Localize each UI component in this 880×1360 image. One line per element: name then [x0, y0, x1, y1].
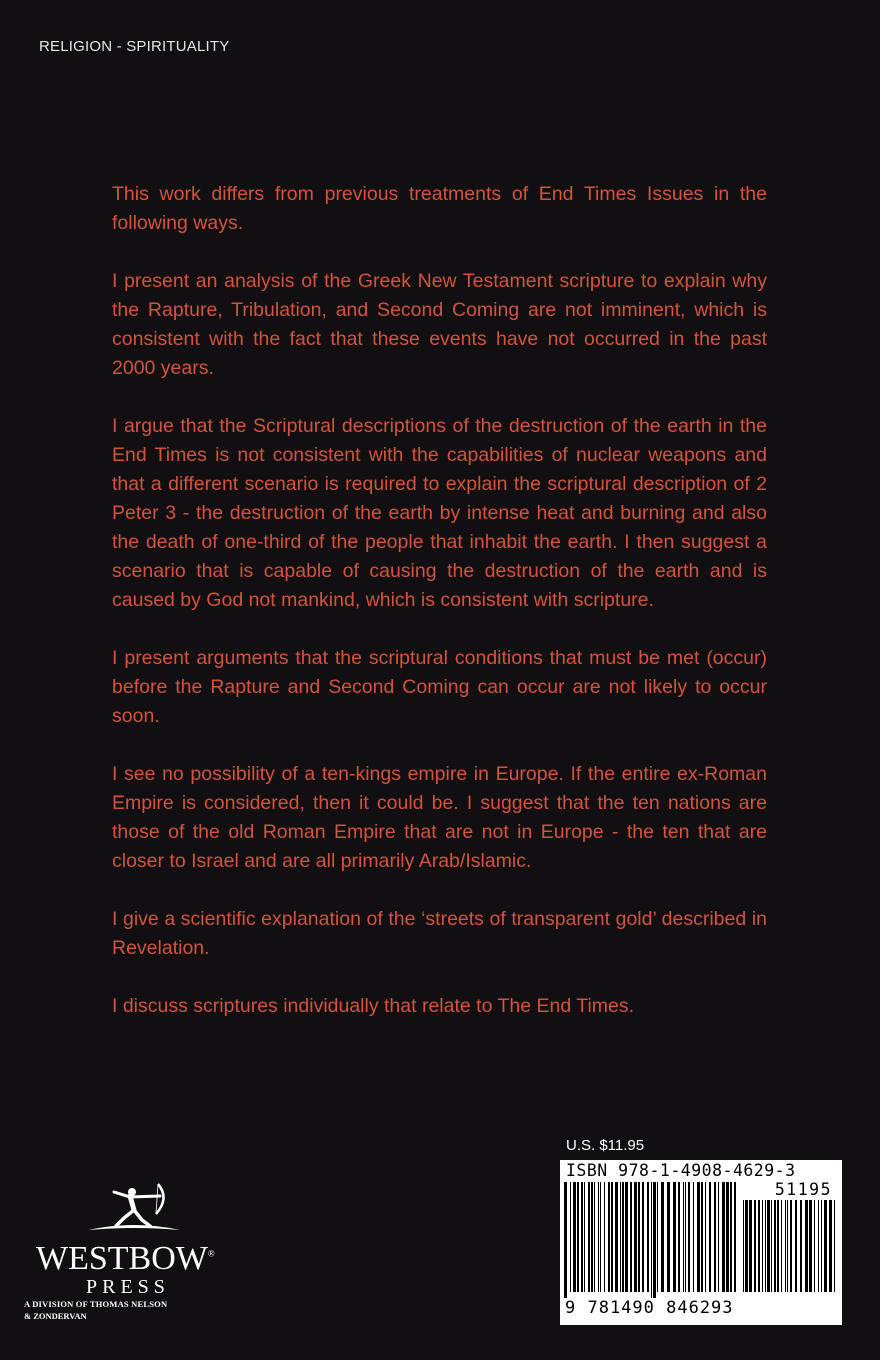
blurb-paragraph: This work differs from previous treatments of End Times Issues in the following ways. [112, 183, 767, 234]
barcode-bar [570, 1182, 571, 1292]
barcode-bar [577, 1182, 579, 1292]
barcode-bar [781, 1200, 782, 1292]
publisher-division-2: & ZONDERVAN [24, 1311, 87, 1321]
ean-barcode-bars [564, 1182, 738, 1300]
barcode-bar [767, 1200, 770, 1292]
barcode-bar [693, 1182, 694, 1292]
price-label: U.S. $11.95 [566, 1137, 645, 1154]
barcode-bar [591, 1182, 593, 1292]
isbn-barcode [560, 1160, 842, 1325]
barcode-bar [584, 1182, 585, 1292]
barcode-bar [608, 1182, 610, 1292]
barcode-bar [701, 1182, 703, 1292]
barcode-bar [588, 1182, 590, 1292]
price-addon-bars [743, 1200, 835, 1300]
barcode-bar [771, 1200, 772, 1292]
barcode-bar [673, 1182, 676, 1292]
barcode-bar [818, 1200, 819, 1292]
barcode-bar [638, 1182, 640, 1292]
barcode-bar [647, 1182, 649, 1292]
back-cover-blurb [112, 180, 767, 1021]
blurb-paragraph: I present arguments that the scriptural conditions that must be met (occur) before the Rapture and Second Coming can occur are not likely to occur soon. [112, 647, 767, 727]
barcode-bar [598, 1182, 599, 1292]
ean-digits: 9 781490 846293 [565, 1298, 734, 1318]
barcode-bar [697, 1182, 700, 1292]
barcode-bar [829, 1200, 832, 1292]
barcode-bar [814, 1200, 815, 1292]
barcode-bar [564, 1182, 567, 1300]
barcode-bar [730, 1182, 732, 1292]
barcode-bar [809, 1200, 812, 1292]
barcode-bar [718, 1182, 719, 1292]
barcode-bar [734, 1182, 736, 1292]
barcode-bar [594, 1182, 595, 1292]
barcode-bar [604, 1182, 605, 1292]
barcode-bar [653, 1182, 656, 1300]
barcode-bar [795, 1200, 797, 1292]
barcode-bar [714, 1182, 716, 1292]
barcode-bar [749, 1200, 752, 1292]
barcode-bar [758, 1200, 760, 1292]
isbn-text: ISBN 978-1-4908-4629-3 [566, 1161, 796, 1180]
barcode-bar [600, 1182, 601, 1292]
barcode-bar [762, 1200, 763, 1292]
barcode-bar [722, 1182, 725, 1292]
barcode-bar [573, 1182, 576, 1292]
blurb-paragraph: I argue that the Scriptural descriptions of the destruction of the earth in the End Times is not consistent with the capabilities of nuclear weapons and that a different scenario is required to explain the scriptural description of 2 Peter 3 - the destruction of the earth by intense heat and burning and also the death of one-third of the people that inhabit the earth. I then suggest a scenario that is capable of causing the destruction of the earth and is caused by God not mankind, which is consistent with scripture. [112, 415, 767, 611]
barcode-bar [774, 1200, 776, 1292]
barcode-bar [777, 1200, 779, 1292]
barcode-bar [785, 1200, 786, 1292]
barcode-bar [615, 1182, 618, 1292]
barcode-bar [611, 1182, 613, 1292]
barcode-bar [651, 1182, 652, 1300]
price-code: 51195 [774, 1180, 832, 1199]
archer-figure-icon [84, 1180, 184, 1240]
barcode-bar [634, 1182, 637, 1292]
barcode-bar [685, 1182, 686, 1292]
blurb-paragraph: I present an analysis of the Greek New Testament scripture to explain why the Rapture, Tribulation, and Second Coming are not imminent, which is consistent with the fact that these events have not occurred in the past 2000 years. [112, 270, 767, 379]
barcode-bar [657, 1182, 658, 1292]
publisher-brand: WESTBOW® [36, 1240, 215, 1277]
barcode-bar [683, 1182, 684, 1292]
barcode-bar [705, 1182, 706, 1292]
barcode-bar [709, 1182, 711, 1292]
barcode-bar [661, 1182, 664, 1292]
publisher-division: A DIVISION OF THOMAS NELSON [24, 1299, 168, 1309]
blurb-paragraph: I see no possibility of a ten-kings empire in Europe. If the entire ex-Roman Empire is considered, then it could be. I suggest that the ten nations are those of the old Roman Empire that are not in Europe - the ten that are closer to Israel and are all primarily Arab/Islamic. [112, 763, 767, 872]
barcode-bar [765, 1200, 766, 1292]
barcode-bar [754, 1200, 756, 1292]
publisher-brand-sub: PRESS [86, 1276, 170, 1298]
barcode-bar [688, 1182, 690, 1292]
barcode-bar [790, 1200, 792, 1292]
barcode-bar [726, 1182, 729, 1292]
barcode-bar [620, 1182, 621, 1292]
barcode-bar [805, 1200, 808, 1292]
barcode-bar [622, 1182, 624, 1292]
barcode-bar [800, 1200, 802, 1292]
barcode-bar [745, 1200, 748, 1292]
barcode-bar [581, 1182, 583, 1292]
barcode-bar [824, 1200, 827, 1292]
barcode-bar [678, 1182, 680, 1292]
barcode-bar [787, 1200, 788, 1292]
category-label: RELIGION - SPIRITUALITY [39, 38, 230, 55]
barcode-bar [630, 1182, 632, 1292]
barcode-bar [821, 1200, 822, 1292]
barcode-bar [642, 1182, 644, 1292]
barcode-bar [743, 1200, 744, 1292]
barcode-bar [625, 1182, 628, 1292]
blurb-paragraph: I give a scientific explanation of the ‘streets of transparent gold’ described in Revelation. [112, 908, 767, 959]
barcode-bar [667, 1182, 670, 1292]
blurb-paragraph: I discuss scriptures individually that relate to The End Times. [112, 995, 635, 1017]
barcode-bar [834, 1200, 835, 1292]
